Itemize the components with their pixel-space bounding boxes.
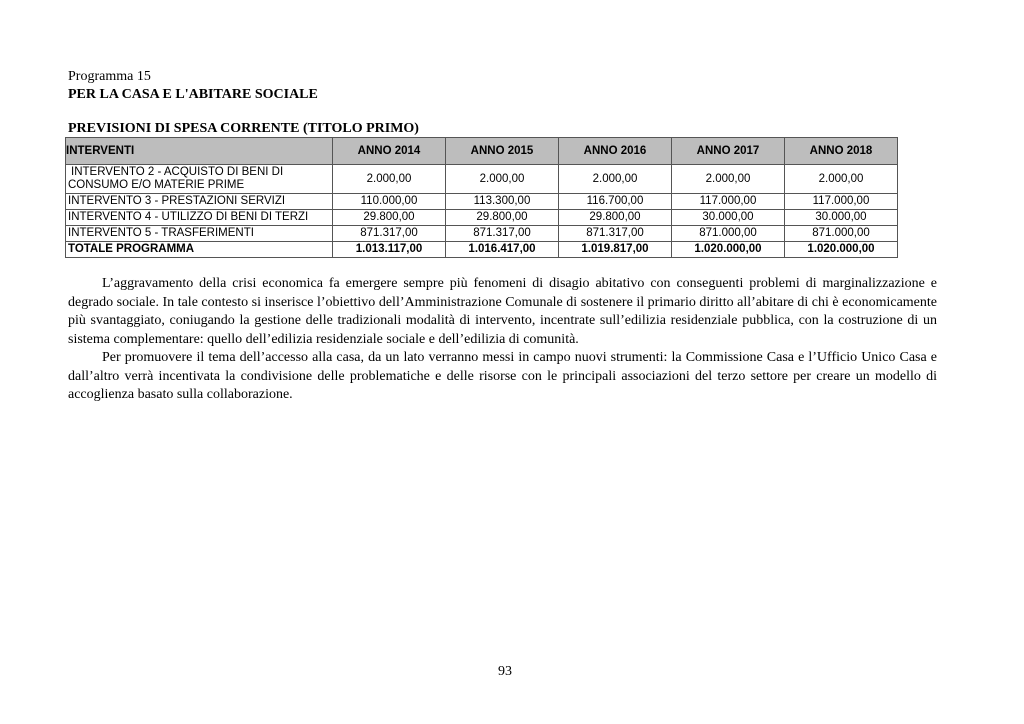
body-text (68, 275, 937, 405)
cell-value: 113.300,00 (446, 194, 559, 210)
cell-value: 110.000,00 (333, 194, 446, 210)
page-number: 93 (498, 664, 512, 679)
cell-value: 2.000,00 (446, 165, 559, 194)
table-row (66, 165, 898, 194)
cell-value: 29.800,00 (559, 210, 672, 226)
total-value: 1.019.817,00 (559, 242, 672, 258)
cell-value: 2.000,00 (672, 165, 785, 194)
row-label: INTERVENTO 4 - UTILIZZO DI BENI DI TERZI (66, 210, 333, 226)
programme-number: Programma 15 (68, 69, 151, 84)
column-header-2018: ANNO 2018 (785, 138, 898, 165)
column-header-2014: ANNO 2014 (333, 138, 446, 165)
cell-value: 871.317,00 (559, 226, 672, 242)
table-title: PREVISIONI DI SPESA CORRENTE (TITOLO PRIMO) (68, 121, 419, 136)
cell-value: 29.800,00 (333, 210, 446, 226)
total-value: 1.013.117,00 (333, 242, 446, 258)
row-label: INTERVENTO 5 - TRASFERIMENTI (66, 226, 333, 242)
column-header-2017: ANNO 2017 (672, 138, 785, 165)
paragraph: L’aggravamento della crisi economica fa emergere sempre più fenomeni di disagio abitativo con conseguenti problemi di marginalizzazione e degrado sociale. In tale contesto si inserisce l’obiettivo dell’Amministrazione Comunale di sostenere il primario diritto all’abitare di chi è economicamente più svantaggiato, coniugando la gestione delle tradizionali modalità di intervento, incentrate sull’edilizia residenziale pubblica, con la costruzione di un sistema complementare: quello dell’edilizia residenziale sociale e dell’edilizia di comunità. (68, 276, 937, 347)
cell-value: 116.700,00 (559, 194, 672, 210)
programme-title: PER LA CASA E L'ABITARE SOCIALE (68, 87, 318, 102)
total-value: 1.016.417,00 (446, 242, 559, 258)
cell-value: 29.800,00 (446, 210, 559, 226)
total-value: 1.020.000,00 (672, 242, 785, 258)
cell-value: 30.000,00 (785, 210, 898, 226)
table-header-row (66, 138, 898, 165)
cell-value: 871.000,00 (672, 226, 785, 242)
cell-value: 871.000,00 (785, 226, 898, 242)
table-total-row (66, 242, 898, 258)
cell-value: 871.317,00 (446, 226, 559, 242)
cell-value: 2.000,00 (785, 165, 898, 194)
table-row (66, 194, 898, 210)
cell-value: 117.000,00 (672, 194, 785, 210)
budget-table (65, 137, 898, 258)
total-value: 1.020.000,00 (785, 242, 898, 258)
table-row (66, 226, 898, 242)
column-header-interventi: INTERVENTI (66, 138, 333, 165)
cell-value: 871.317,00 (333, 226, 446, 242)
cell-value: 2.000,00 (333, 165, 446, 194)
row-label-line-2: CONSUMO E/O MATERIE PRIME (68, 179, 245, 191)
cell-value: 2.000,00 (559, 165, 672, 194)
cell-value: 117.000,00 (785, 194, 898, 210)
row-label: INTERVENTO 3 - PRESTAZIONI SERVIZI (66, 194, 333, 210)
row-label-line-1: INTERVENTO 2 - ACQUISTO DI BENI DI (71, 166, 284, 178)
paragraph: Per promuovere il tema dell’accesso alla casa, da un lato verranno messi in campo nuovi strumenti: la Commissione Casa e l’Ufficio Unico Casa e dall’altro verrà incentivata la condivisione delle problematiche e delle risorse con le principali associazioni del terzo settore per creare un modello di accoglienza basato sulla collaborazione. (68, 350, 937, 402)
cell-value: 30.000,00 (672, 210, 785, 226)
column-header-2016: ANNO 2016 (559, 138, 672, 165)
total-label: TOTALE PROGRAMMA (66, 242, 333, 258)
row-label (66, 165, 333, 194)
column-header-2015: ANNO 2015 (446, 138, 559, 165)
table-row (66, 210, 898, 226)
